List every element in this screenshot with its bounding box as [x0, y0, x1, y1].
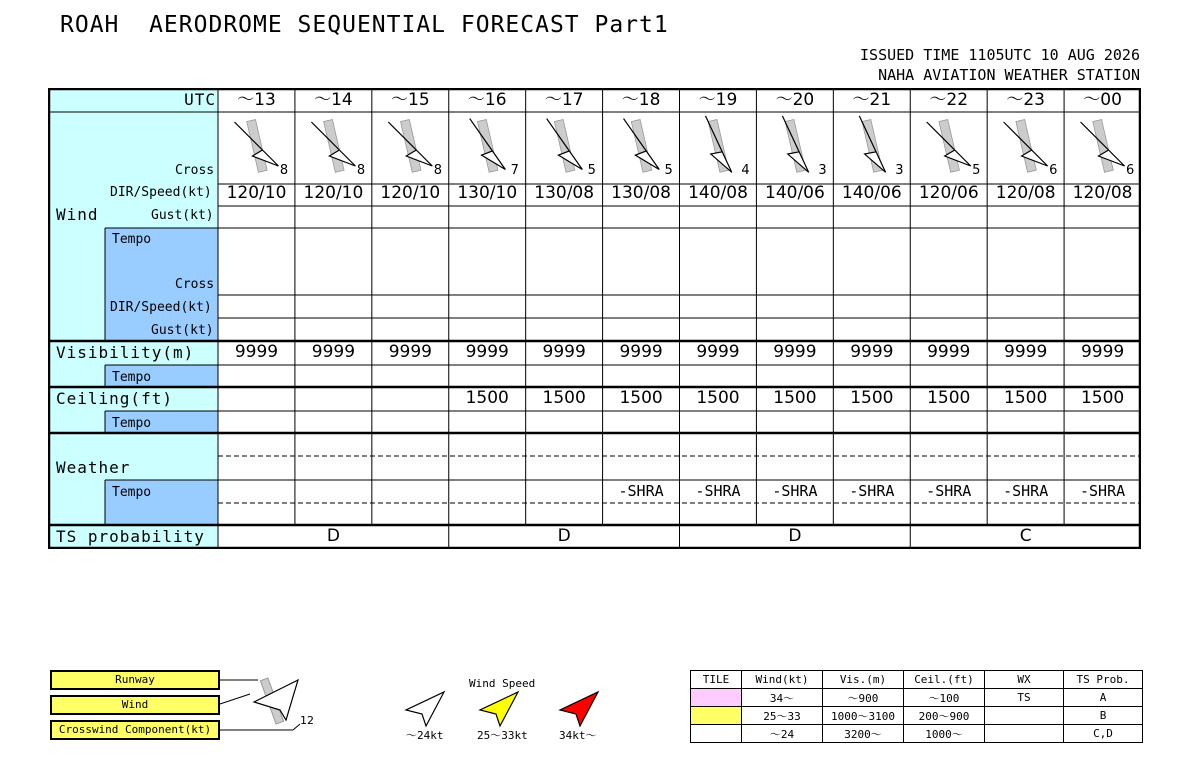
- key-header: Wind(kt): [742, 671, 823, 689]
- station-name: NAHA AVIATION WEATHER STATION: [878, 66, 1140, 84]
- arrow-white-icon: [406, 692, 444, 726]
- weather-tempo-value: -SHRA: [695, 482, 741, 500]
- ceiling-tempo-label: Tempo: [112, 416, 152, 431]
- crosswind-value: 3: [818, 163, 827, 178]
- ceiling-label: Ceiling(ft): [56, 389, 173, 408]
- issue-info: [860, 45, 1140, 85]
- weather-label: Weather: [56, 458, 131, 477]
- hour-header: ～20: [775, 90, 815, 110]
- hour-header: ～14: [314, 90, 353, 110]
- crosswind-value: 8: [433, 163, 443, 178]
- wind-dir-speed: 130/08: [611, 183, 671, 203]
- hour-header: ～22: [929, 90, 969, 110]
- weather-tempo-value: -SHRA: [618, 482, 664, 500]
- crosswind-value: 5: [664, 163, 673, 178]
- visibility-value: 9999: [1080, 342, 1125, 362]
- wind-speed-title: Wind Speed: [469, 677, 536, 690]
- weather-tempo-value: -SHRA: [772, 482, 818, 500]
- key-header: Ceil.(ft): [904, 671, 985, 689]
- wind-dir-speed: 120/10: [303, 183, 364, 203]
- utc-label: UTC: [184, 90, 216, 109]
- speed-label-3: 34kt～: [559, 729, 597, 742]
- legend-wind: Wind: [50, 695, 220, 715]
- key-cell: ～24: [742, 725, 823, 743]
- visibility-tempo-label: Tempo: [112, 370, 152, 385]
- hour-header: ～17: [544, 90, 584, 110]
- visibility-value: 9999: [850, 342, 894, 362]
- ceiling-value: 1500: [1080, 388, 1125, 408]
- key-row: [691, 725, 1143, 743]
- ceiling-value: 1500: [619, 388, 663, 408]
- wind-tempo-label: Tempo: [112, 232, 152, 247]
- tempo-dir-speed-label: DIR/Speed(kt): [110, 300, 212, 315]
- crosswind-value: 3: [895, 163, 904, 178]
- visibility-value: 9999: [234, 342, 279, 362]
- key-table: [690, 670, 1143, 743]
- wind-dir-speed: 120/10: [226, 183, 287, 203]
- key-row: [691, 707, 1143, 725]
- cross-label: Cross: [175, 163, 215, 178]
- arrow-yellow-icon: [480, 692, 518, 726]
- crosswind-value: 8: [356, 163, 366, 178]
- hour-header: ～21: [852, 90, 892, 110]
- tempo-gust-label: Gust(kt): [151, 323, 214, 338]
- key-header: TILE: [691, 671, 742, 689]
- wind-dir-speed: 120/06: [918, 183, 979, 203]
- key-cell: A: [1064, 689, 1143, 707]
- wind-dir-speed: 120/10: [380, 183, 441, 203]
- key-cell: TS: [985, 689, 1064, 707]
- visibility-value: 9999: [696, 342, 740, 362]
- ceiling-value: 1500: [696, 388, 740, 408]
- legend-diagram: [218, 672, 328, 742]
- visibility-value: 9999: [311, 342, 356, 362]
- visibility-value: 9999: [1004, 342, 1048, 362]
- legend-runway: Runway: [50, 670, 220, 690]
- crosswind-value: 4: [741, 163, 750, 178]
- key-header: WX: [985, 671, 1064, 689]
- dir-speed-label: DIR/Speed(kt): [110, 185, 212, 200]
- visibility-value: 9999: [388, 342, 432, 362]
- ceiling-value: 1500: [465, 388, 509, 408]
- arrow-red-icon: [560, 692, 598, 726]
- weather-tempo-label: Tempo: [112, 485, 152, 500]
- ts-probability-value: D: [788, 526, 802, 546]
- crosswind-value: 5: [972, 163, 981, 178]
- wind-dir-speed: 140/08: [688, 183, 748, 203]
- hour-header: ～19: [698, 90, 738, 110]
- table-grid: [48, 88, 1141, 549]
- gust-label: Gust(kt): [151, 208, 214, 223]
- ts-probability-value: C: [1019, 526, 1032, 546]
- key-cell: 1000～3100: [823, 707, 904, 725]
- visibility-value: 9999: [773, 342, 817, 362]
- visibility-value: 9999: [619, 342, 663, 362]
- key-header: TS Prob.: [1064, 671, 1143, 689]
- wind-dir-speed: 120/08: [995, 183, 1056, 203]
- key-color-swatch: [691, 689, 742, 707]
- hour-header: ～13: [237, 90, 276, 110]
- ceiling-value: 1500: [927, 388, 971, 408]
- speed-label-1: ～24kt: [406, 729, 444, 742]
- wind-dir-speed: 140/06: [765, 183, 825, 203]
- key-header: Vis.(m): [823, 671, 904, 689]
- wind-dir-speed: 120/08: [1072, 183, 1133, 203]
- ceiling-value: 1500: [773, 388, 817, 408]
- wind-dir-speed: 130/08: [534, 183, 595, 203]
- ts-probability-value: D: [326, 526, 340, 546]
- speed-label-2: 25～33kt: [477, 729, 528, 742]
- weather-tempo-value: -SHRA: [1003, 482, 1049, 500]
- tempo-cross-label: Cross: [175, 277, 215, 292]
- wind-dir-speed: 140/06: [841, 183, 902, 203]
- weather-tempo-value: -SHRA: [926, 482, 972, 500]
- key-cell: 200～900: [904, 707, 985, 725]
- crosswind-value: 7: [510, 163, 519, 178]
- visibility-value: 9999: [465, 342, 509, 362]
- issued-time: ISSUED TIME 1105UTC 10 AUG 2026: [860, 46, 1140, 64]
- legend-cross-number: 12: [300, 714, 314, 727]
- visibility-label: Visibility(m): [56, 343, 195, 362]
- forecast-table: [48, 88, 1141, 549]
- ceiling-value: 1500: [850, 388, 894, 408]
- key-color-swatch: [691, 725, 742, 743]
- crosswind-value: 6: [1126, 163, 1135, 178]
- wind-label: Wind: [56, 205, 99, 224]
- key-cell: 1000～: [904, 725, 985, 743]
- ts-probability-value: D: [557, 526, 571, 546]
- key-cell: [985, 725, 1064, 743]
- crosswind-value: 6: [1049, 163, 1058, 178]
- key-table-header: [691, 671, 1143, 689]
- weather-tempo-value: -SHRA: [1080, 482, 1126, 500]
- weather-tempo-value: -SHRA: [849, 482, 895, 500]
- key-row: [691, 689, 1143, 707]
- legend-crosswind: Crosswind Component(kt): [50, 720, 220, 740]
- key-cell: C,D: [1064, 725, 1143, 743]
- hour-header: ～23: [1006, 90, 1045, 110]
- key-cell: 34～: [742, 689, 823, 707]
- key-cell: 25～33: [742, 707, 823, 725]
- visibility-value: 9999: [542, 342, 586, 362]
- hour-header: ～15: [391, 90, 430, 110]
- key-cell: B: [1064, 707, 1143, 725]
- key-cell: [985, 707, 1064, 725]
- page-title: ROAH AERODROME SEQUENTIAL FORECAST Part1: [60, 12, 669, 38]
- crosswind-value: 5: [587, 163, 596, 178]
- key-cell: 3200～: [823, 725, 904, 743]
- key-cell: ～100: [904, 689, 985, 707]
- ceiling-value: 1500: [542, 388, 586, 408]
- hour-header: ～16: [467, 90, 507, 110]
- hour-header: ～18: [621, 90, 661, 110]
- ceiling-value: 1500: [1004, 388, 1048, 408]
- crosswind-value: 8: [279, 163, 289, 178]
- key-color-swatch: [691, 707, 742, 725]
- key-cell: ～900: [823, 689, 904, 707]
- ts-probability-label: TS probability: [56, 527, 205, 546]
- hour-header: ～00: [1083, 90, 1122, 110]
- wind-dir-speed: 130/10: [457, 183, 518, 203]
- visibility-value: 9999: [927, 342, 971, 362]
